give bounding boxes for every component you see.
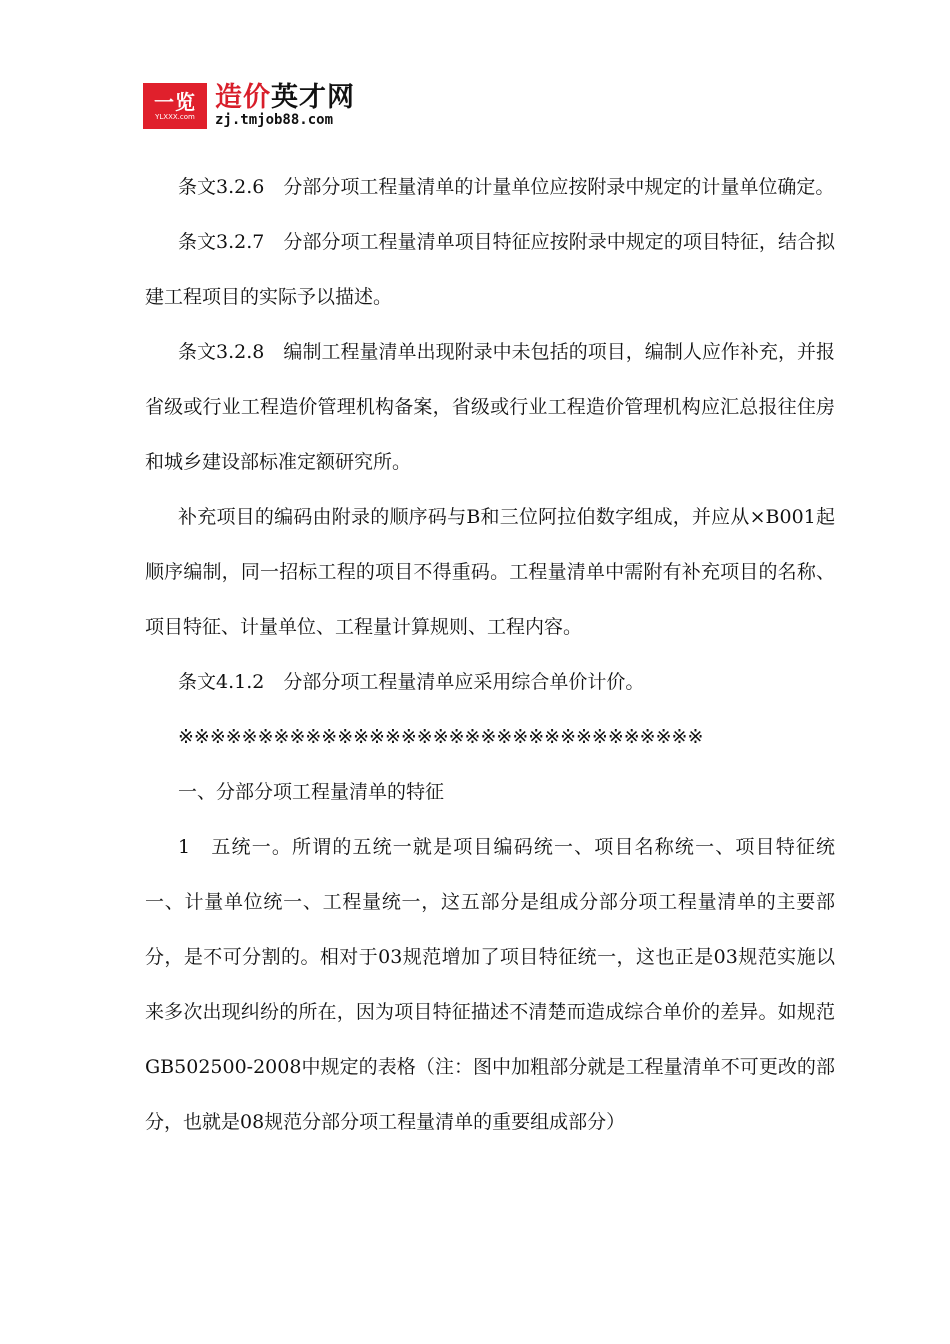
paragraph-clause-3-2-7: 条文3.2.7 分部分项工程量清单项目特征应按附录中规定的项目特征，结合拟建工程项目的实际予以描述。 (145, 231, 835, 308)
logo-url: zj.tmjob88.com (215, 112, 334, 128)
logo-badge (143, 83, 207, 129)
paragraph-clause-3-2-6: 条文3.2.6 分部分项工程量清单的计量单位应按附录中规定的计量单位确定。 (178, 176, 835, 198)
site-logo (143, 82, 355, 130)
logo-title-red: 造价 (215, 82, 271, 113)
logo-badge-sub: YLXXX.com (155, 112, 195, 121)
logo-text (215, 84, 355, 128)
paragraph-supplementary-code: 补充项目的编码由附录的顺序码与B和三位阿拉伯数字组成，并应从×B001起顺序编制，同一招标工程的项目不得重码。工程量清单中需附有补充项目的名称、项目特征、计量单位、工程量计算规则、工程内容。 (145, 506, 835, 638)
logo-badge-main: 一览 (154, 89, 196, 114)
logo-title (215, 84, 355, 112)
paragraph-clause-3-2-8: 条文3.2.8 编制工程量清单出现附录中未包括的项目，编制人应作补充，并报省级或行业工程造价管理机构备案，省级或行业工程造价管理机构应汇总报往住房和城乡建设部标准定额研究所。 (145, 341, 835, 473)
paragraph-clause-4-1-2: 条文4.1.2 分部分项工程量清单应采用综合单价计价。 (178, 671, 645, 693)
separator-stars: ※※※※※※※※※※※※※※※※※※※※※※※※※※※※※※※※※ (178, 726, 704, 748)
paragraph-five-unifications: 1 五统一。所谓的五统一就是项目编码统一、项目名称统一、项目特征统一、计量单位统一、工程量统一，这五部分是组成分部分项工程量清单的主要部分，是不可分割的。相对于03规范增加了项目特征统一，这也正是03规范实施以来多次出现纠纷的所在，因为项目特征描述不清楚而造成综合单价的差异。如规范GB502500-2008中规定的表格（注：图中加粗部分就是工程量清单不可更改的部分，也就是08规范分部分项工程量清单的重要组成部分） (145, 836, 835, 1133)
document-body (145, 160, 835, 1150)
section-heading: 一、分部分项工程量清单的特征 (178, 781, 445, 803)
logo-title-black: 英才网 (271, 82, 355, 113)
